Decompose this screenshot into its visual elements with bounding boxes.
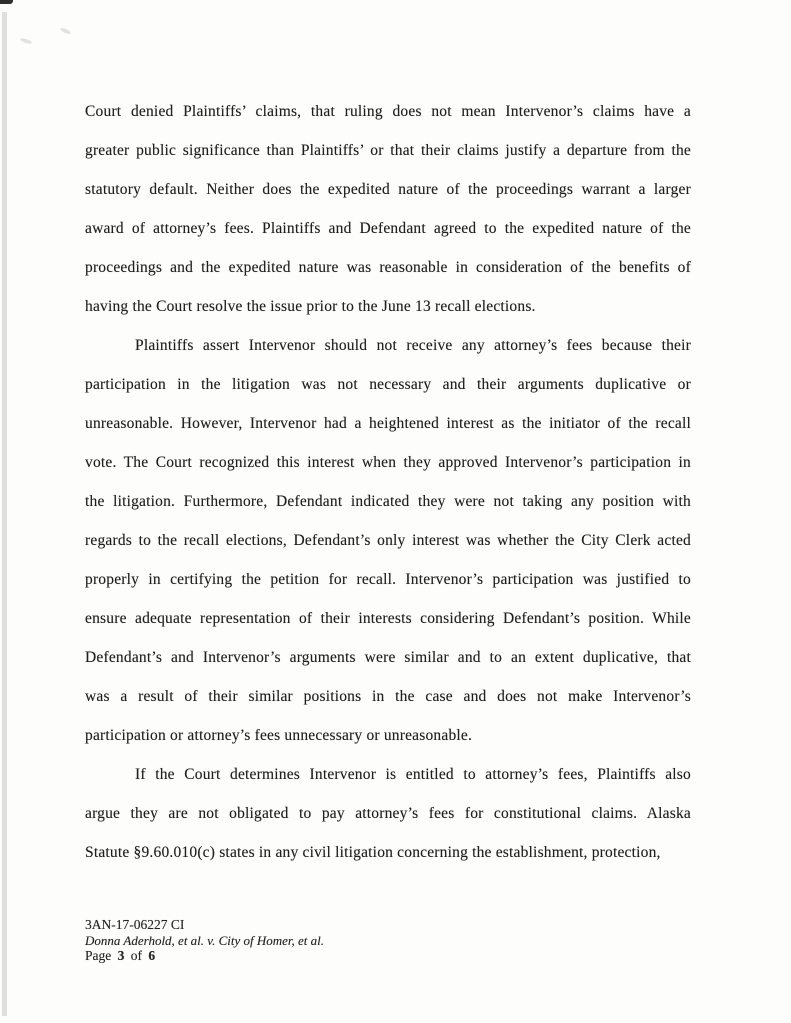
text-line: having the Court resolve the issue prior to the June 13 recall elections. — [85, 298, 536, 315]
page-number: 3 — [117, 948, 125, 963]
text-line: participation or attorney’s fees unnecessary or unreasonable. — [85, 727, 473, 744]
case-caption: Donna Aderhold, et al. v. City of Homer, et al. — [85, 932, 325, 948]
text-line: Defendant’s and Intervenor’s arguments were similar and to an extent duplicative, that — [85, 649, 691, 666]
text-line: unreasonable. However, Intervenor had a heightened interest as the initiator of the recall — [85, 415, 691, 432]
text-line: argue they are not obligated to pay attorney’s fees for constitutional claims. Alaska — [85, 805, 691, 822]
text-line: statutory default. Neither does the expedited nature of the proceedings warrant a larger — [85, 181, 691, 198]
page-footer — [85, 917, 324, 964]
text-line: was a result of their similar positions in the case and does not make Intervenor’s — [85, 688, 691, 705]
paragraph — [85, 92, 691, 326]
text-line: If the Court determines Intervenor is entitled to attorney’s fees, Plaintiffs also — [135, 766, 691, 783]
scan-smudge — [20, 37, 33, 45]
page-total: 6 — [148, 948, 156, 963]
paragraph — [85, 755, 691, 872]
text-line: participation in the litigation was not necessary and their arguments duplicative or — [85, 376, 691, 393]
scan-corner-artifact — [0, 0, 13, 4]
text-line: Statute §9.60.010(c) states in any civil litigation concerning the establishment, protection, — [85, 844, 661, 861]
paragraph — [85, 326, 691, 755]
body-text — [85, 92, 691, 872]
scan-smudge — [60, 27, 72, 35]
text-line: ensure adequate representation of their interests considering Defendant’s position. While — [85, 610, 691, 627]
of-word: of — [130, 948, 142, 963]
text-line: award of attorney’s fees. Plaintiffs and Defendant agreed to the expedited nature of the — [85, 220, 691, 237]
page-indicator — [85, 948, 324, 964]
text-line: Court denied Plaintiffs’ claims, that ruling does not mean Intervenor’s claims have a — [85, 103, 691, 120]
case-number: 3AN-17-06227 CI — [85, 917, 185, 932]
scan-edge-artifact — [2, 12, 7, 1016]
page-word: Page — [85, 948, 112, 963]
text-line: Plaintiffs assert Intervenor should not receive any attorney’s fees because their — [135, 337, 691, 354]
text-line: vote. The Court recognized this interest when they approved Intervenor’s participation in — [85, 454, 691, 471]
text-line: regards to the recall elections, Defendant’s only interest was whether the City Clerk acted — [85, 532, 691, 549]
text-line: the litigation. Furthermore, Defendant indicated they were not taking any position with — [85, 493, 691, 510]
text-line: proceedings and the expedited nature was reasonable in consideration of the benefits of — [85, 259, 691, 276]
text-line: properly in certifying the petition for recall. Intervenor’s participation was justified to — [85, 571, 691, 588]
text-line: greater public significance than Plaintiffs’ or that their claims justify a departure from the — [85, 142, 691, 159]
